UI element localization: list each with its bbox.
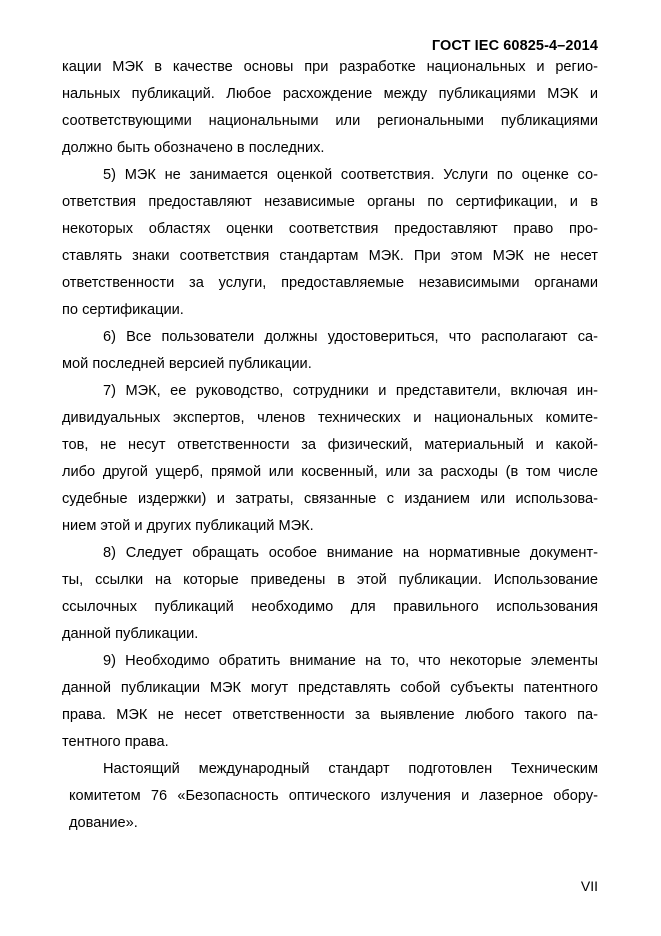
text-line: ты, ссылки на которые приведены в этой публикации. Использование <box>62 572 598 588</box>
text-line: тов, не несут ответственности за физический, материальный и какой- <box>62 437 598 453</box>
page-number: VII <box>580 878 598 894</box>
page-header: ГОСТ IEC 60825-4–2014 <box>431 38 598 54</box>
text-line: 7) МЭК, ее руководство, сотрудники и представители, включая ин- <box>103 383 598 399</box>
text-line: ответствия предоставляют независимые органы по сертификации, и в <box>62 194 598 210</box>
text-line: дование». <box>69 815 138 831</box>
text-line: нальных публикаций. Любое расхождение между публикациями МЭК и <box>62 86 598 102</box>
text-line: судебные издержки) и затраты, связанные с изданием или использова- <box>62 491 598 507</box>
text-line: соответствующими национальными или региональными публикациями <box>62 113 598 129</box>
text-line: Настоящий международный стандарт подготовлен Техническим <box>103 761 598 777</box>
text-line: ответственности за услуги, предоставляемые независимыми органами <box>62 275 598 291</box>
text-line: 6) Все пользователи должны удостовериться, что располагают са- <box>103 329 598 345</box>
text-line: данной публикации. <box>62 626 199 642</box>
text-line: комитетом 76 «Безопасность оптического излучения и лазерное обору- <box>69 788 598 804</box>
text-line: дивидуальных экспертов, членов технических и национальных комите- <box>62 410 598 426</box>
text-line: тентного права. <box>62 734 169 750</box>
text-line: 9) Необходимо обратить внимание на то, что некоторые элементы <box>103 653 598 669</box>
text-line: данной публикации МЭК могут представлять собой субъекты патентного <box>62 680 598 696</box>
text-line: ссылочных публикаций необходимо для правильного использования <box>62 599 598 615</box>
text-line: либо другой ущерб, прямой или косвенный, или за расходы (в том числе <box>62 464 598 480</box>
text-line: мой последней версией публикации. <box>62 356 312 372</box>
text-line: права. МЭК не несет ответственности за выявление любого такого па- <box>62 707 598 723</box>
text-line: 5) МЭК не занимается оценкой соответствия. Услуги по оценке со- <box>103 167 598 183</box>
text-line: нием этой и других публикаций МЭК. <box>62 518 314 534</box>
text-line: ставлять знаки соответствия стандартам МЭК. При этом МЭК не несет <box>62 248 598 264</box>
text-line: кации МЭК в качестве основы при разработке национальных и регио- <box>62 59 598 75</box>
text-line: должно быть обозначено в последних. <box>62 140 325 156</box>
text-line: 8) Следует обращать особое внимание на нормативные документ- <box>103 545 598 561</box>
text-line: некоторых областях оценки соответствия предоставляют право про- <box>62 221 598 237</box>
text-line: по сертификации. <box>62 302 184 318</box>
